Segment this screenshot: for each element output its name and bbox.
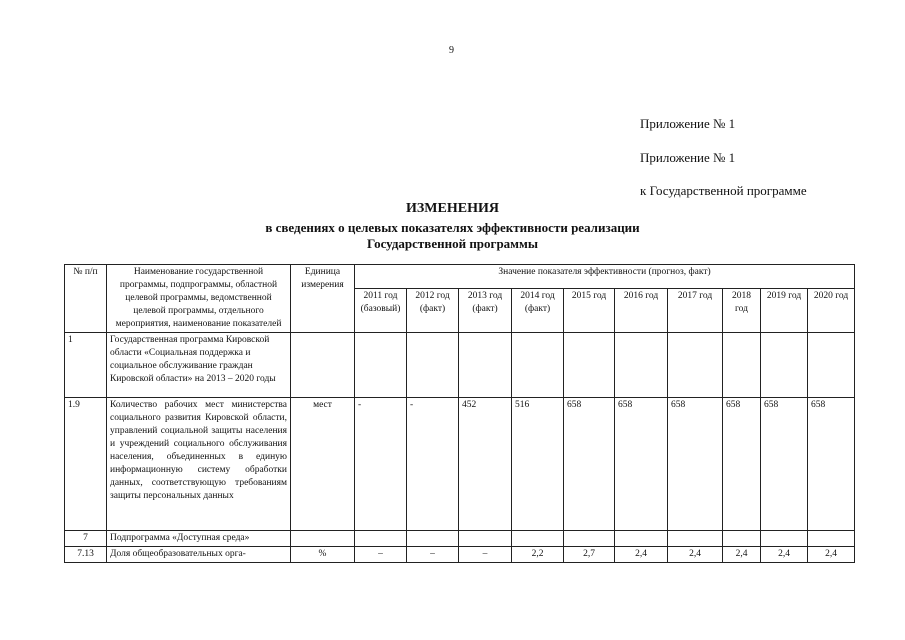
row-value: 516	[512, 398, 564, 531]
row-value: 452	[459, 398, 512, 531]
table-header-row	[65, 265, 855, 289]
appendix-label-2: Приложение № 1	[640, 150, 736, 165]
header-year: 2019 год	[761, 289, 808, 333]
row-name: Подпрограмма «Доступная среда»	[107, 531, 291, 547]
row-value	[407, 531, 459, 547]
row-value	[808, 531, 855, 547]
row-value	[723, 531, 761, 547]
row-value	[355, 531, 407, 547]
row-value: 2,4	[723, 547, 761, 563]
table-row	[65, 333, 855, 398]
row-value	[668, 531, 723, 547]
header-year: 2016 год	[615, 289, 668, 333]
row-value	[459, 333, 512, 398]
row-value: 658	[723, 398, 761, 531]
row-value: 658	[615, 398, 668, 531]
header-year: 2013 год (факт)	[459, 289, 512, 333]
row-value	[407, 333, 459, 398]
row-value: 658	[564, 398, 615, 531]
row-value	[723, 333, 761, 398]
header-unit: Единица измерения	[291, 265, 355, 333]
row-value: 658	[808, 398, 855, 531]
row-value	[761, 531, 808, 547]
header-year: 2015 год	[564, 289, 615, 333]
row-value	[459, 531, 512, 547]
row-unit: %	[291, 547, 355, 563]
row-value: –	[459, 547, 512, 563]
row-num: 1	[65, 333, 107, 398]
row-value	[615, 531, 668, 547]
row-value	[668, 333, 723, 398]
row-value	[808, 333, 855, 398]
header-name: Наименование государственной программы, подпрограммы, областной целевой программы, ведомственной целевой программы, отдельного мероприятия, наименование показателей	[107, 265, 291, 333]
row-value: 2,4	[668, 547, 723, 563]
row-value	[564, 333, 615, 398]
page-number: 9	[449, 45, 454, 56]
row-num: 7	[65, 531, 107, 547]
row-name: Государственная программа Кировской области «Социальная поддержка и социальное обслуживание граждан Кировской области» на 2013 – 2020 годы	[107, 333, 291, 398]
row-name: Количество рабочих мест министерства социального развития Кировской области, управлений социальной защиты населения и учреждений социального обслуживания населения, объединенных в единую информационную систему обработки данных, соответствующую требованиям защиты персональных данных	[107, 398, 291, 531]
row-value	[564, 531, 615, 547]
row-value	[761, 333, 808, 398]
header-year: 2017 год	[668, 289, 723, 333]
row-value	[512, 531, 564, 547]
row-value	[512, 333, 564, 398]
row-value: –	[407, 547, 459, 563]
row-unit: мест	[291, 398, 355, 531]
row-unit	[291, 531, 355, 547]
document-subtitle-2: Государственной программы	[366, 236, 539, 251]
row-value: 2,4	[808, 547, 855, 563]
row-unit	[291, 333, 355, 398]
row-value: -	[407, 398, 459, 531]
header-year: 2014 год (факт)	[512, 289, 564, 333]
row-value: 2,4	[761, 547, 808, 563]
row-value: 2,2	[512, 547, 564, 563]
row-value: -	[355, 398, 407, 531]
table-row	[65, 547, 855, 563]
indicators-table	[64, 264, 855, 563]
document-title: ИЗМЕНЕНИЯ	[406, 201, 499, 216]
header-values-group: Значение показателя эффективности (прогноз, факт)	[355, 265, 855, 289]
table-row	[65, 398, 855, 531]
header-year: 2020 год	[808, 289, 855, 333]
appendix-label-1: Приложение № 1	[640, 116, 736, 131]
document-subtitle-1: в сведениях о целевых показателях эффективности реализации	[265, 220, 640, 235]
header-year: 2012 год (факт)	[407, 289, 459, 333]
table-row	[65, 531, 855, 547]
row-value: 2,7	[564, 547, 615, 563]
header-num: № п/п	[65, 265, 107, 333]
row-value	[355, 333, 407, 398]
row-num: 7.13	[65, 547, 107, 563]
row-name: Доля общеобразовательных орга-	[107, 547, 291, 563]
row-num: 1.9	[65, 398, 107, 531]
row-value: 658	[761, 398, 808, 531]
appendix-label-3: к Государственной программе	[640, 183, 807, 198]
row-value: 658	[668, 398, 723, 531]
row-value	[615, 333, 668, 398]
row-value: 2,4	[615, 547, 668, 563]
header-year: 2011 год (базовый)	[355, 289, 407, 333]
header-year: 2018 год	[723, 289, 761, 333]
row-value: –	[355, 547, 407, 563]
